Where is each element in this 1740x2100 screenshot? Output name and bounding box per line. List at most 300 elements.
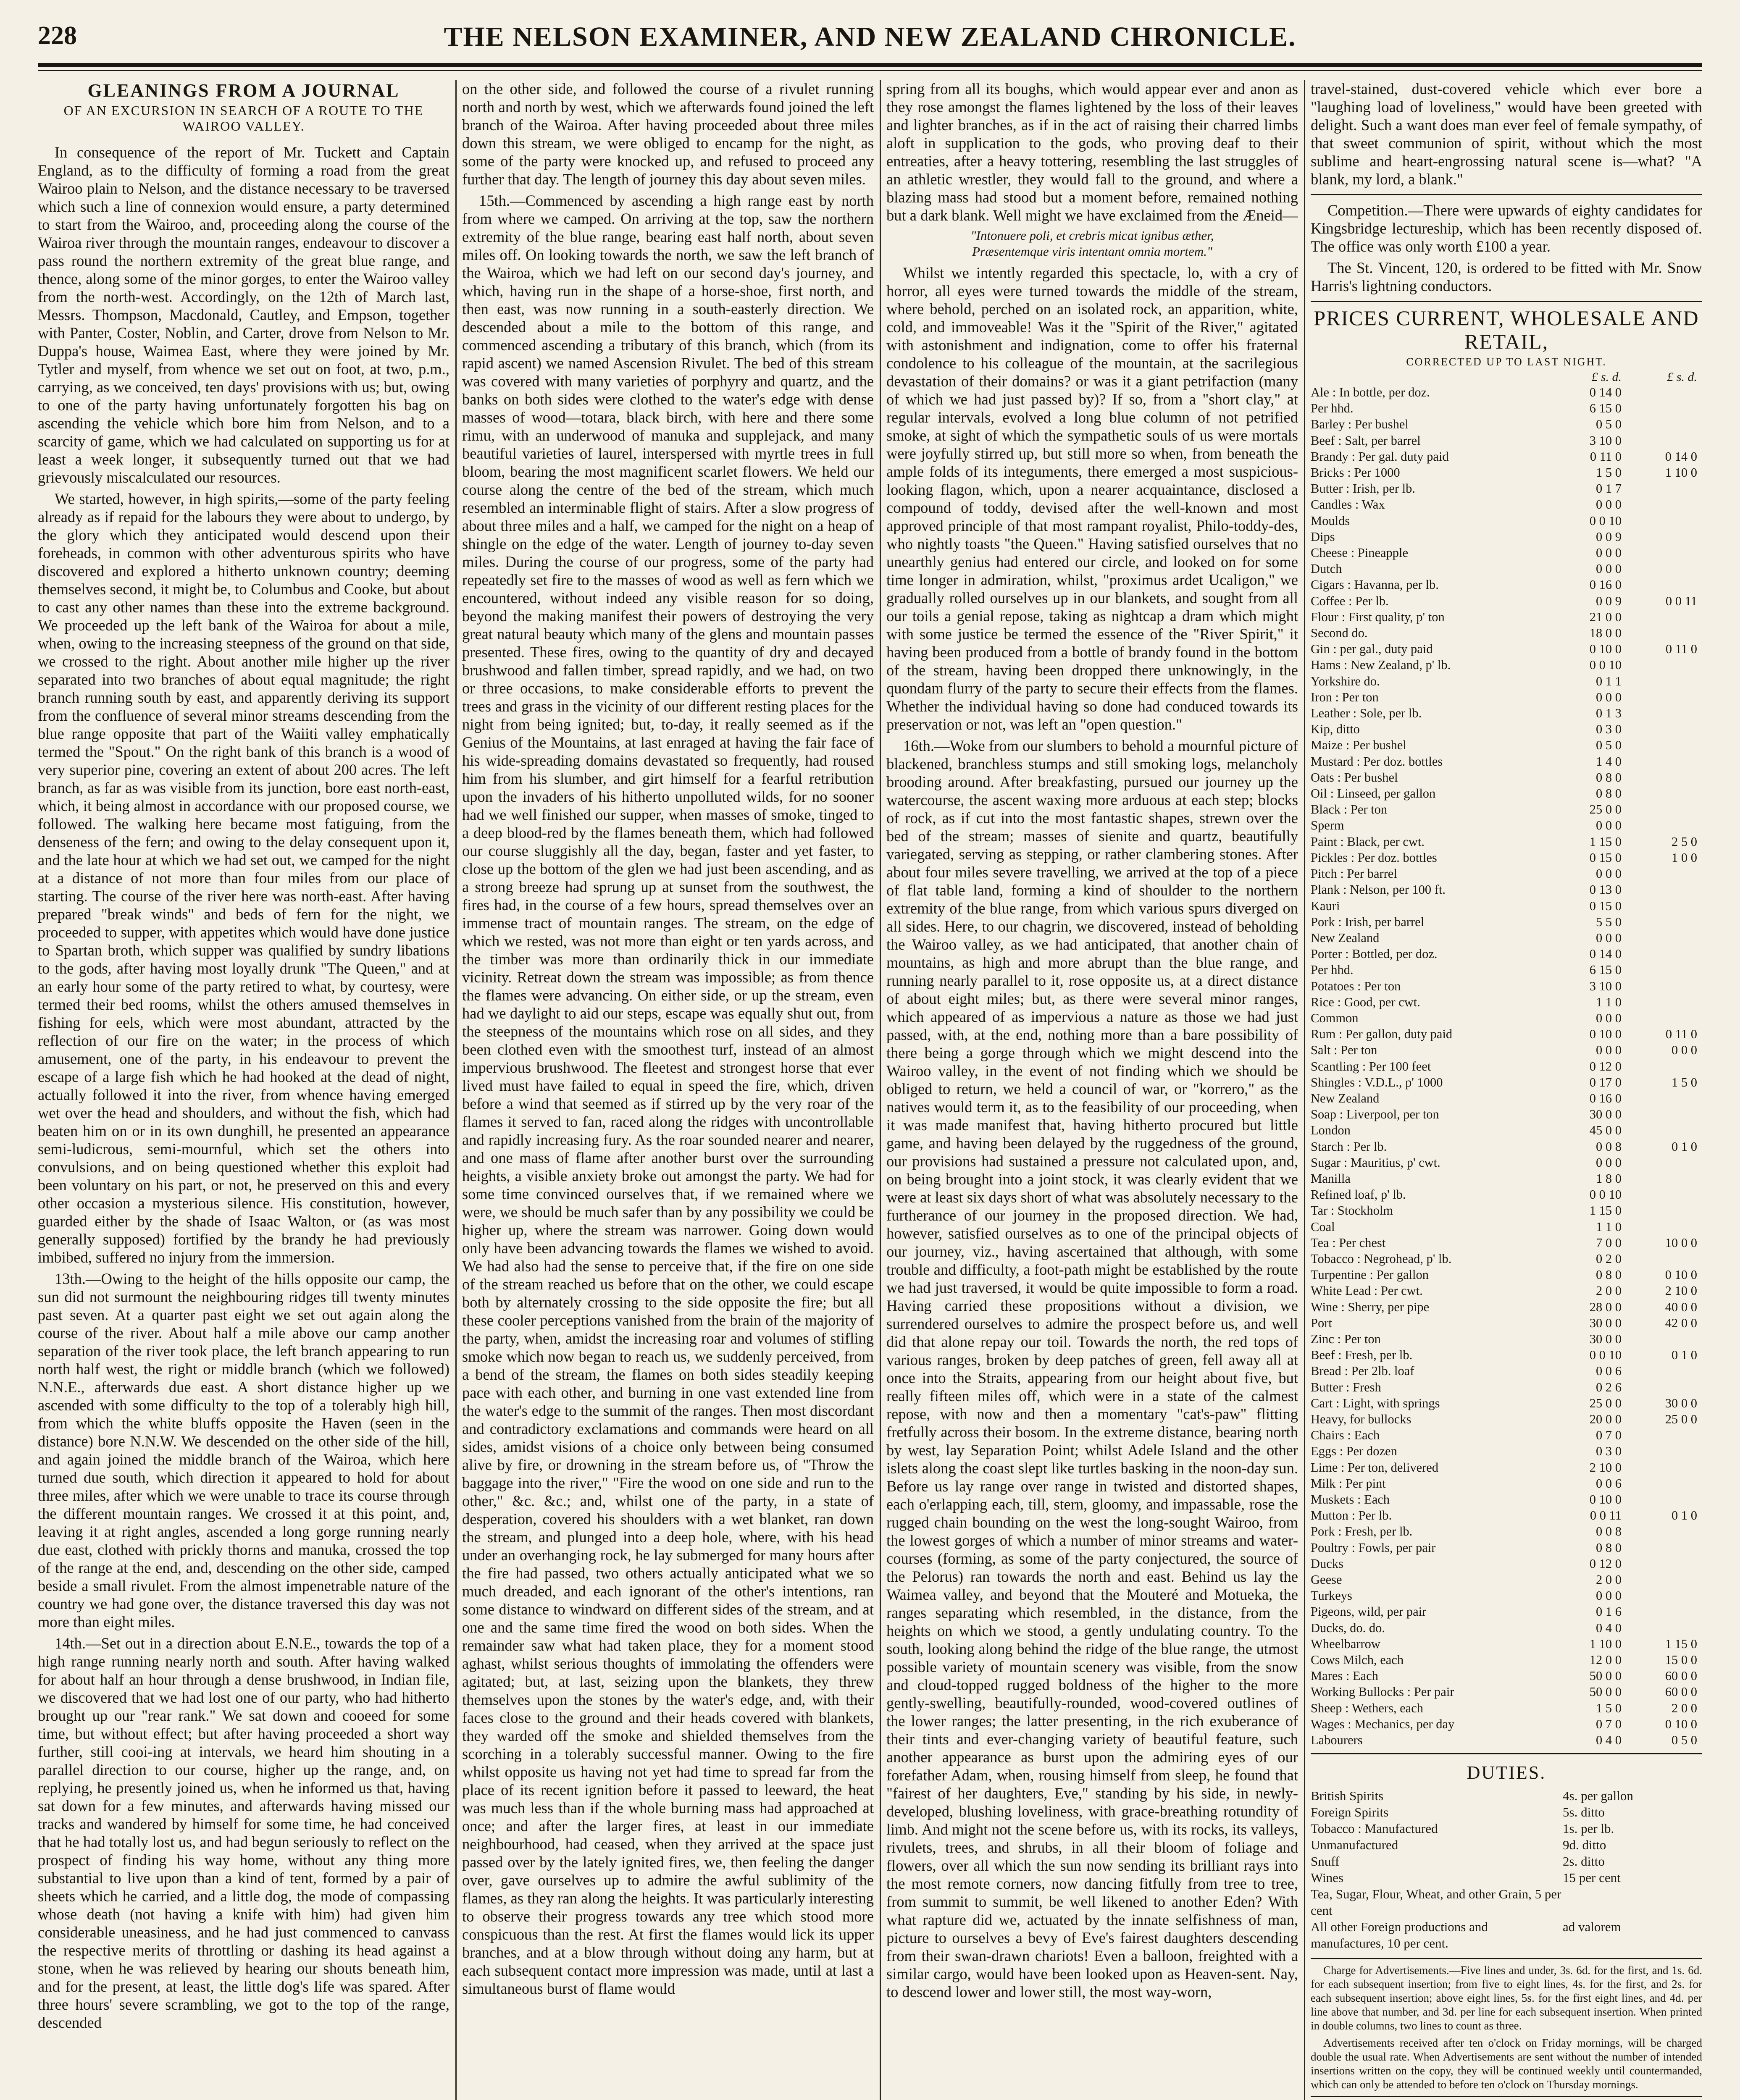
price-row	[1311, 705, 1702, 721]
duty-rate: 4s. per gallon	[1563, 1788, 1633, 1803]
price-item: Dips	[1311, 529, 1335, 544]
price-item: Poultry : Fowls, per pair	[1311, 1540, 1436, 1555]
price-row	[1311, 641, 1702, 657]
price-high	[1622, 769, 1697, 785]
price-item: Oil : Linseed, per gallon	[1311, 786, 1436, 801]
price-item: Tobacco : Negrohead, p' lb.	[1311, 1251, 1452, 1266]
price-row	[1311, 689, 1702, 705]
price-item: Beef : Fresh, per lb.	[1311, 1348, 1413, 1362]
duty-item: British Spirits	[1311, 1788, 1384, 1803]
masthead	[38, 17, 1702, 63]
price-low: 0 5 0	[1596, 417, 1622, 432]
duty-item: Snuff	[1311, 1854, 1340, 1869]
section-rule	[1311, 194, 1702, 195]
latin-quote	[886, 228, 1298, 260]
price-item: Cart : Light, with springs	[1311, 1396, 1440, 1410]
price-row	[1311, 1251, 1702, 1267]
price-item: Potatoes : Per ton	[1311, 979, 1401, 993]
price-low: 0 0 9	[1596, 529, 1622, 544]
advertising-notice	[1311, 1964, 1702, 2092]
column-4	[1311, 80, 1702, 2100]
article-paragraph: 16th.—Woke from our slumbers to behold a mournful picture of blackened, branchless stumps and still smoking logs, melancholy brooding around. After breakfasting, pursued our journey up the watercourse, the ascent waxing more arduous at each step; blocks of rock, as if cut into the most fantastic shapes, strewn over the bed of the stream; masses of sienite and quartz, beautifully variegated, serving as stepping, or rather clambering stones. After about four miles severe travelling, we arrived at the top of a piece of flat table land, forming a kind of shoulder to the northern extremity of the blue range, from which various spurs diverged on all sides. Here, to our chagrin, we discovered, instead of beholding the Wairoo valley, as we had anticipated, that another chain of mountains, as high and more abrupt than the blue range, and running nearly parallel to it, rose opposite us, at a direct distance of about eight miles; but, as there were several minor ranges, which appeared of as impervious a nature as those we had just passed, with, at the end, nothing more than a bare possibility of there being a gorge through which we might descend into the Wairoo valley, in the event of not finding which we should be obliged to return, we held a council of war, or "korrero," as the natives would term it, as to the feasibility of our proceeding, when it was made manifest that, having hitherto procured but little game, and having been delayed by the ruggedness of the ground, our provisions had sustained a pressure not calculated upon, and, on being brought into a joint stock, it was clearly evident that we were at least six days short of what was absolutely necessary to the furtherance of our journey in the proposed direction. We had, however, satisfied ourselves as to one of the principal objects of our journey, viz., having ascertained that although, with some trouble and difficulty, a foot-path might be established by the route we had just traversed, it would be quite impossible to form a road. Having carried these propositions without a division, we surrendered ourselves to admire the prospect before us, and well did that alone repay our toil. Towards the north, the red tops of various ranges, broken by deep patches of green, fell away all at once into the Straits, appearing from our height about five, but really fifteen miles off, which were in a state of the calmest repose, with now and then a momentary "cat's-paw" flitting fretfully across their bosom. In the extreme distance, bearing north by west, lay Separation Point; whilst Adele Island and the other islets along the coast slept like turtles basking in the noon-day sun. Before us lay range over range in twisted and distorted shapes, each o'erlapping each, till, stern, gloomy, and impassable, rose the rugged chain bounding on the west the long-sought Wairoo, from the lowest gorges of which a number of minor streams and water-courses (forming, as some of the party conjectured, the source of the Pelorus) ran towards the north and east. Behind us lay the Waimea valley, and beyond that the Mouteré and Motueka, the ranges separating which resembled, in the distance, from the heights on which we stood, a gently undulating country. To the south, looking along behind the ridge of the blue range, the utmost possible variety of mountain scenery was visible, from the snow and cloud-topped rugged boldness of the higher to the more gently-swelling, beautifully-rounded, wood-covered outlines of the lower ranges; the latter presenting, in the rich exuberance of their tints and ever-changing variety of beautiful feature, such another appearance as burst upon the admiring eyes of our forefather Adam, when, rousing himself from sleep, he found that "fairest of her daughters, Eve," standing by his side, in newly-developed, blushing loveliness, with grace-breathing rotundity of limb. And might not the scene before us, with its rocks, its valleys, rivulets, trees, and shrubs, in all their bloom of foliage and flowers, over all which the sun now sending its brilliant rays into the most remote corners, now dancing fitfully from tree to tree, from summit to summit, be well likened to another Eden? With what rapture did we, actuated by the innate selfishness of man, picture to ourselves a bevy of Eve's fairest daughters descending from their swan-drawn chariots! Even a balloon, freighted with a similar cargo, would have been looked upon as Heaven-sent. Nay, to descend lower and lower still, the most way-worn,	[886, 737, 1298, 2000]
news-item: Competition.—There were upwards of eighty candidates for Kingsbridge lectureship, which has been recently disposed of. The office was only worth £100 a year.	[1311, 202, 1702, 255]
section-rule	[1311, 2096, 1702, 2097]
price-item: Bricks : Per 1000	[1311, 465, 1400, 480]
price-item: Candles : Wax	[1311, 497, 1385, 512]
price-row	[1311, 769, 1702, 785]
price-low: 0 0 0	[1596, 866, 1622, 881]
prices-table	[1311, 384, 1702, 1748]
price-row	[1311, 962, 1702, 978]
price-high	[1622, 1010, 1697, 1026]
price-row	[1311, 1347, 1702, 1363]
duty-rate: ad valorem	[1563, 1919, 1621, 1935]
price-row	[1311, 673, 1702, 689]
duty-row	[1311, 1886, 1702, 1919]
price-low: 12 0 0	[1589, 1653, 1622, 1667]
price-low: 0 0 0	[1596, 818, 1622, 833]
price-low: 0 0 0	[1596, 1043, 1622, 1058]
price-high: 0 1 0	[1672, 1348, 1697, 1362]
price-item: Butter : Fresh	[1311, 1380, 1381, 1394]
duties-table	[1311, 1788, 1702, 1951]
price-low: 0 15 0	[1589, 898, 1622, 913]
price-low: 0 14 0	[1589, 947, 1622, 961]
price-row	[1311, 1139, 1702, 1155]
price-item: Sugar : Mauritius, p' cwt.	[1311, 1155, 1440, 1170]
price-high: 0 14 0	[1665, 449, 1697, 464]
price-high	[1622, 609, 1697, 625]
price-item: Refined loaf, p' lb.	[1311, 1187, 1406, 1202]
price-row	[1311, 1700, 1702, 1716]
price-row	[1311, 577, 1702, 593]
price-high	[1622, 1620, 1697, 1636]
price-high: 0 10 0	[1665, 1717, 1697, 1731]
article-paragraph: Whilst we intently regarded this spectacle, lo, with a cry of horror, all eyes were turned towards the middle of the stream, where behold, perched on an isolated rock, an apparition, white, cold, and immoveable! Was it the "Spirit of the River," agitated with astonishment and indignation, come to offer his fraternal condolence to his colleague of the mountain, at the sacrilegious devastation of their domains? or was it a giant petrifaction (many of which we had just passed by)? If so, from a "short clay," at regular intervals, evolved a long blue column of not petrified smoke, at sight of which the sympathetic souls of us were mortals were joyfully stirred up, but still more so when, from beneath the ample folds of its integuments, there emerged a most suspicious-looking flagon, which, upon a nearer acquaintance, disclosed a compound of toddy, devised after the well-known and most approved principle of that most rampant royalist, Philo-toddy-des, who nightly toasts "the Queen." Having satisfied ourselves that no unearthly genius had entered our circle, and looked on for some time longer in admiration, whilst, "proximus ardet Ucaligon," we gradually rolled ourselves up in our blankets, and sought from all our toils a genial repose, taking as nightcap a dram which might with some justice be termed the essence of the "River Spirit," it having been produced from a bottle of brandy found in the bottom of the stream, having been dropped there unknowingly, in the quondam flurry of the party to secure their effects from the flames. Whether the individual having so done had conduced towards its preservation or not, was left an "open question."	[886, 264, 1298, 733]
price-high	[1622, 914, 1697, 930]
duty-row	[1311, 1820, 1702, 1837]
price-low: 1 1 0	[1596, 995, 1622, 1009]
price-low: 7 0 0	[1596, 1235, 1622, 1250]
price-item: Scantling : Per 100 feet	[1311, 1059, 1431, 1074]
price-low: 0 7 0	[1596, 1428, 1622, 1443]
price-low: 1 1 0	[1596, 1219, 1622, 1234]
price-item: White Lead : Per cwt.	[1311, 1284, 1423, 1298]
price-low: 0 0 0	[1596, 546, 1622, 560]
price-low: 0 15 0	[1589, 850, 1622, 865]
price-low: 0 8 0	[1596, 770, 1622, 785]
prices-header-col: £ s. d.	[1667, 370, 1697, 384]
price-row	[1311, 1090, 1702, 1106]
price-item: Mustard : Per doz. bottles	[1311, 754, 1443, 769]
price-row	[1311, 1331, 1702, 1347]
price-low: 0 1 7	[1596, 481, 1622, 496]
price-row	[1311, 1556, 1702, 1572]
price-row	[1311, 1106, 1702, 1122]
price-item: Tea : Per chest	[1311, 1235, 1386, 1250]
price-row	[1311, 1460, 1702, 1475]
price-item: Mutton : Per lb.	[1311, 1508, 1392, 1523]
article-subtitle: OF AN EXCURSION IN SEARCH OF A ROUTE TO THE WAIROO VALLEY.	[63, 103, 424, 134]
notice-paragraph: Advertisements received after ten o'clock on Friday mornings, will be charged double the usual rate. When Advertisements are sent without the number of intended insertions written on the copy, they will be continued weekly until countermanded, which can only be attended to before ten o'clock on Thursday mornings.	[1311, 2037, 1702, 2091]
price-high: 1 5 0	[1672, 1075, 1697, 1089]
price-high	[1622, 1460, 1697, 1475]
column-1	[38, 80, 449, 2100]
price-row	[1311, 1074, 1702, 1090]
price-item: Dutch	[1311, 562, 1342, 576]
price-low: 0 0 8	[1596, 1139, 1622, 1154]
price-row	[1311, 882, 1702, 898]
price-row	[1311, 1122, 1702, 1138]
price-row	[1311, 1716, 1702, 1732]
price-item: Wheelbarrow	[1311, 1636, 1380, 1651]
prices-header	[1311, 370, 1702, 384]
price-row	[1311, 994, 1702, 1010]
price-item: Brandy : Per gal. duty paid	[1311, 449, 1449, 464]
price-item: Per hhd.	[1311, 963, 1354, 977]
news-item: The St. Vincent, 120, is ordered to be fitted with Mr. Snow Harris's lightning conductors.	[1311, 259, 1702, 294]
price-row	[1311, 416, 1702, 432]
price-row	[1311, 449, 1702, 465]
price-row	[1311, 561, 1702, 577]
price-low: 1 10 0	[1589, 1636, 1622, 1651]
price-item: Common	[1311, 1011, 1359, 1025]
section-rule	[1311, 301, 1702, 302]
price-high	[1622, 1171, 1697, 1186]
price-low: 0 14 0	[1589, 385, 1622, 399]
price-low: 0 0 9	[1596, 593, 1622, 608]
price-item: Mares : Each	[1311, 1669, 1378, 1683]
price-row	[1311, 834, 1702, 850]
price-row	[1311, 721, 1702, 737]
price-low: 0 0 0	[1596, 1155, 1622, 1170]
price-high: 1 0 0	[1672, 850, 1697, 865]
price-item: Per hhd.	[1311, 401, 1354, 416]
price-high	[1622, 1058, 1697, 1074]
price-item: Maize : Per bushel	[1311, 738, 1406, 753]
price-high	[1622, 1122, 1697, 1138]
price-row	[1311, 785, 1702, 801]
price-row	[1311, 609, 1702, 625]
price-high	[1622, 1588, 1697, 1604]
price-high: 0 11 0	[1665, 1027, 1697, 1042]
price-low: 0 16 0	[1589, 578, 1622, 592]
price-low: 0 10 0	[1589, 1027, 1622, 1042]
price-item: Flour : First quality, p' ton	[1311, 609, 1445, 624]
price-low: 0 4 0	[1596, 1620, 1622, 1635]
price-row	[1311, 946, 1702, 962]
column-2	[462, 80, 874, 2100]
price-high	[1622, 1427, 1697, 1443]
price-row	[1311, 1427, 1702, 1443]
article-paragraph: We started, however, in high spirits,—some of the party feeling already as if repaid for the labours they were about to undergo, by the glory which they anticipated would descend upon their foreheads, in common with other adventurous spirits who have discovered and explored a hitherto unknown country; deeming themselves second, it might be, to Columbus and Cooke, but about to cast any other names than these into the extreme background. We proceeded up the left bank of the Wairoa for about a mile, when, owing to the increasing steepness of the ground on that side, we crossed to the right. About another mile higher up the river separated into two branches of about equal magnitude; the right branch running south by east, and apparently deriving its support from the confluence of several minor streams descending from the blue range opposite that part of the Waiiti valley emphatically termed the "Spout." On the right bank of this branch is a wood of very superior pine, covering an extent of about 200 acres. The left branch, as far as was visible from its junction, bore east north-east, which, it being almost in accordance with our proposed course, we followed. The walking here became most fatiguing, from the denseness of the fern; and owing to the delay consequent upon it, and the late hour at which we had set out, we camped for the night at a distance of not more than four miles from our place of starting. The course of the river here was north-east. After having prepared "break winds" and beds of fern for the night, we proceeded to supper, with appetites which would have done justice to Spartan broth, which supper was qualified by sundry libations to the gods, after having most loyally drunk "The Queen," and at an early hour some of the party retired to what, by courtesy, were termed their bed rooms, whilst the others amused themselves in fishing for eels, which were most abundant, attracted by the reflection of our fire on the water; in the process of which amusement, one of the party, in his endeavour to prevent the escape of a large fish which he had hooked at the dead of night, actually followed it into the river, from whence having emerged wet over the head and shoulders, and without the fish, which had beaten him on or in its own dunghill, he presented an appearance semi-ludicrous, semi-mournful, which set the others into convulsions, and on being questioned whether this exploit had been voluntary on his part, or not, he preserved on this and every other occasion a mysterious silence. His constitution, however, guarded either by the shade of Isaac Walton, or (as was most generally supposed) fortified by the brandy he had previously imbibed, suffered no injury from the immersion.	[38, 490, 449, 1266]
price-item: Bread : Per 2lb. loaf	[1311, 1364, 1414, 1378]
price-high: 40 0 0	[1665, 1299, 1697, 1314]
price-item: Ducks, do. do.	[1311, 1620, 1385, 1635]
duty-item: Wines	[1311, 1870, 1343, 1885]
price-row	[1311, 1588, 1702, 1604]
price-item: Ale : In bottle, per doz.	[1311, 385, 1430, 399]
price-high	[1622, 561, 1697, 577]
prices-title: PRICES CURRENT, WHOLESALE AND RETAIL,	[1314, 306, 1699, 353]
price-row	[1311, 657, 1702, 673]
price-high	[1622, 1251, 1697, 1267]
price-high: 0 10 0	[1665, 1268, 1697, 1282]
price-item: Butter : Irish, per lb.	[1311, 481, 1416, 496]
price-high	[1622, 1202, 1697, 1218]
price-item: Rice : Good, per cwt.	[1311, 995, 1420, 1009]
prices-header-item	[1311, 370, 1546, 384]
price-high	[1622, 625, 1697, 641]
price-high	[1622, 416, 1697, 432]
price-row	[1311, 1732, 1702, 1748]
duty-row	[1311, 1919, 1702, 1951]
price-item: Milk : Per pint	[1311, 1476, 1386, 1491]
duty-item: Tea, Sugar, Flour, Wheat, and other Grain, 5 per cent	[1311, 1887, 1561, 1918]
price-high: 2 5 0	[1672, 834, 1697, 849]
price-item: Paint : Black, per cwt.	[1311, 834, 1425, 849]
price-row	[1311, 1155, 1702, 1171]
price-item: Kip, ditto	[1311, 722, 1360, 737]
duty-rate: 5s. ditto	[1563, 1805, 1605, 1820]
price-item: Turkeys	[1311, 1588, 1352, 1603]
price-low: 0 4 0	[1596, 1733, 1622, 1748]
price-low: 0 11 0	[1590, 449, 1622, 464]
price-low: 28 0 0	[1589, 1299, 1622, 1314]
price-high	[1622, 577, 1697, 593]
price-high	[1622, 480, 1697, 496]
price-row	[1311, 1443, 1702, 1459]
price-high	[1622, 898, 1697, 914]
price-high	[1622, 1331, 1697, 1347]
price-low: 0 13 0	[1589, 882, 1622, 897]
price-high: 42 0 0	[1665, 1315, 1697, 1330]
price-low: 2 0 0	[1596, 1284, 1622, 1298]
price-row	[1311, 1283, 1702, 1299]
price-high	[1622, 962, 1697, 978]
price-low: 0 16 0	[1589, 1091, 1622, 1105]
price-row	[1311, 1315, 1702, 1331]
price-row	[1311, 1523, 1702, 1539]
price-low: 0 1 1	[1596, 674, 1622, 688]
price-low: 50 0 0	[1589, 1685, 1622, 1699]
price-item: Plank : Nelson, per 100 ft.	[1311, 882, 1446, 897]
duty-row	[1311, 1804, 1702, 1820]
price-high	[1622, 1379, 1697, 1395]
price-row	[1311, 1411, 1702, 1427]
price-item: Moulds	[1311, 513, 1350, 528]
price-low: 0 0 0	[1596, 562, 1622, 576]
price-item: Zinc : Per ton	[1311, 1331, 1381, 1346]
price-high	[1622, 737, 1697, 753]
article-title: GLEANINGS FROM A JOURNAL	[87, 80, 400, 101]
duty-item: Foreign Spirits	[1311, 1805, 1389, 1820]
price-high	[1622, 785, 1697, 801]
price-item: Porter : Bottled, per doz.	[1311, 947, 1438, 961]
price-high	[1622, 753, 1697, 769]
price-low: 6 15 0	[1589, 401, 1622, 416]
price-low: 1 15 0	[1589, 1203, 1622, 1218]
price-item: Ducks	[1311, 1556, 1343, 1571]
price-row	[1311, 1058, 1702, 1074]
price-item: Manilla	[1311, 1171, 1351, 1186]
price-high: 1 15 0	[1665, 1636, 1697, 1651]
price-item: Leather : Sole, per lb.	[1311, 706, 1422, 721]
price-low: 3 10 0	[1589, 979, 1622, 993]
price-item: Gin : per gal., duty paid	[1311, 642, 1433, 656]
price-low: 0 0 0	[1596, 930, 1622, 945]
price-row	[1311, 433, 1702, 449]
price-low: 0 0 10	[1589, 658, 1622, 672]
price-high	[1622, 1219, 1697, 1235]
price-high	[1622, 930, 1697, 946]
duty-rate: 9d. ditto	[1563, 1838, 1606, 1853]
price-row	[1311, 513, 1702, 529]
price-item: Cheese : Pineapple	[1311, 546, 1409, 560]
price-item: Salt : Per ton	[1311, 1043, 1377, 1058]
column-3	[886, 80, 1298, 2100]
prices-header-col: £ s. d.	[1591, 370, 1622, 384]
price-item: Labourers	[1311, 1733, 1363, 1748]
duty-row	[1311, 1853, 1702, 1869]
price-high	[1622, 513, 1697, 529]
price-low: 1 8 0	[1596, 1171, 1622, 1186]
price-row	[1311, 1026, 1702, 1042]
price-item: Port	[1311, 1315, 1332, 1330]
price-low: 0 8 0	[1596, 786, 1622, 801]
price-row	[1311, 1572, 1702, 1588]
price-low: 0 5 0	[1596, 738, 1622, 753]
prices-subtitle: CORRECTED UP TO LAST NIGHT.	[1406, 356, 1607, 368]
price-row	[1311, 1235, 1702, 1251]
price-row	[1311, 1604, 1702, 1620]
price-high	[1622, 545, 1697, 561]
price-low: 0 17 0	[1589, 1075, 1622, 1089]
price-high	[1622, 673, 1697, 689]
price-low: 0 12 0	[1589, 1556, 1622, 1571]
price-row	[1311, 866, 1702, 882]
price-low: 0 3 0	[1596, 1444, 1622, 1459]
price-item: Iron : Per ton	[1311, 690, 1379, 704]
price-low: 0 0 10	[1589, 513, 1622, 528]
price-low: 2 0 0	[1596, 1572, 1622, 1587]
price-low: 45 0 0	[1589, 1123, 1622, 1138]
price-low: 0 2 0	[1596, 1251, 1622, 1266]
price-high	[1622, 1491, 1697, 1507]
price-high	[1622, 1556, 1697, 1572]
price-item: Sperm	[1311, 818, 1344, 833]
price-low: 30 0 0	[1589, 1315, 1622, 1330]
price-item: Working Bullocks : Per pair	[1311, 1685, 1454, 1699]
price-row	[1311, 1299, 1702, 1315]
price-row	[1311, 1042, 1702, 1058]
price-low: 0 2 6	[1596, 1380, 1622, 1394]
price-high	[1622, 1155, 1697, 1171]
price-row	[1311, 1507, 1702, 1523]
price-item: Pitch : Per barrel	[1311, 866, 1397, 881]
price-item: Sheep : Wethers, each	[1311, 1701, 1423, 1715]
price-row	[1311, 1363, 1702, 1379]
price-high	[1622, 529, 1697, 545]
price-high	[1622, 801, 1697, 817]
price-item: Kauri	[1311, 898, 1340, 913]
price-high	[1622, 721, 1697, 737]
price-low: 1 5 0	[1596, 465, 1622, 480]
price-high	[1622, 994, 1697, 1010]
price-row	[1311, 625, 1702, 641]
price-low: 1 5 0	[1596, 1701, 1622, 1715]
price-low: 0 0 11	[1590, 1508, 1622, 1523]
price-low: 0 0 0	[1596, 1011, 1622, 1025]
duties-title: DUTIES.	[1467, 1762, 1546, 1783]
price-high: 25 0 0	[1665, 1412, 1697, 1426]
price-item: Wages : Mechanics, per day	[1311, 1717, 1455, 1731]
price-low: 0 8 0	[1596, 1268, 1622, 1282]
duty-item: All other Foreign productions and manufactures, 10 per cent.	[1311, 1919, 1488, 1951]
price-item: Turpentine : Per gallon	[1311, 1268, 1429, 1282]
price-low: 0 0 0	[1596, 1588, 1622, 1603]
duty-item: Tobacco : Manufactured	[1311, 1821, 1438, 1836]
price-high	[1622, 1443, 1697, 1459]
price-high: 0 1 0	[1672, 1508, 1697, 1523]
price-item: Black : Per ton	[1311, 802, 1388, 817]
price-row	[1311, 1636, 1702, 1652]
price-high	[1622, 1090, 1697, 1106]
price-high: 1 10 0	[1665, 465, 1697, 480]
price-row	[1311, 545, 1702, 561]
column-divider	[1304, 80, 1305, 2100]
duty-row	[1311, 1837, 1702, 1853]
price-low: 0 10 0	[1589, 1492, 1622, 1507]
price-high	[1622, 433, 1697, 449]
price-high	[1622, 400, 1697, 416]
page-number: 228	[38, 21, 77, 50]
price-low: 0 0 10	[1589, 1348, 1622, 1362]
price-low: 0 12 0	[1589, 1059, 1622, 1074]
price-row	[1311, 1684, 1702, 1700]
price-low: 0 10 0	[1589, 642, 1622, 656]
price-row	[1311, 898, 1702, 914]
price-row	[1311, 384, 1702, 400]
price-high: 0 0 11	[1665, 593, 1697, 608]
price-item: New Zealand	[1311, 930, 1380, 945]
price-row	[1311, 593, 1702, 609]
price-row	[1311, 850, 1702, 866]
price-row	[1311, 1267, 1702, 1283]
price-low: 21 0 0	[1589, 609, 1622, 624]
price-row	[1311, 978, 1702, 994]
price-item: Oats : Per bushel	[1311, 770, 1398, 785]
price-item: Beef : Salt, per barrel	[1311, 433, 1421, 448]
price-item: Muskets : Each	[1311, 1492, 1390, 1507]
price-row	[1311, 930, 1702, 946]
price-low: 0 1 3	[1596, 706, 1622, 721]
price-item: Lime : Per ton, delivered	[1311, 1460, 1439, 1475]
price-item: New Zealand	[1311, 1091, 1380, 1105]
price-row	[1311, 1620, 1702, 1636]
price-item: Hams : New Zealand, p' lb.	[1311, 658, 1451, 672]
price-high: 10 0 0	[1665, 1235, 1697, 1250]
article-paragraph: 14th.—Set out in a direction about E.N.E., towards the top of a high range running nearly north and south. After having walked for about half an hour through a dense brushwood, in Indian file, we discovered that we had lost one of our party, who had hitherto brought up our "rear rank." We sat down and cooeed for some time, but without effect; but after having proceeded a short way further, still cooi-ing at intervals, we heard him shouting in a parallel direction to our course, higher up the range, and, on replying, he presently joined us, when he informed us that, having sat down for a few minutes, and afterwards having missed our tracks and wandered by himself for some time, he had conceived that he had totally lost us, and had begun seriously to reflect on the prospect of finding his way home, without any thing more substantial to live upon than a kind of tent, formed by a pair of sheets which he carried, and a little dog, the mode of compassing whose death (not having a knife with him) had given him considerable uneasiness, and he had just commenced to canvass the respective merits of throttling or dashing its head against a stone, when he was relieved by hearing our shouts beneath him, and for the present, at least, the little dog's life was spared. After three hours' severe scrambling, we got to the top of the range, descended	[38, 1635, 449, 2031]
price-high	[1622, 1475, 1697, 1491]
duty-rate: 2s. ditto	[1563, 1854, 1605, 1869]
price-item: Pigeons, wild, per pair	[1311, 1604, 1427, 1619]
price-item: Second do.	[1311, 626, 1368, 640]
price-low: 50 0 0	[1589, 1669, 1622, 1683]
price-item: Coffee : Per lb.	[1311, 593, 1389, 608]
price-high: 0 0 0	[1672, 1043, 1697, 1058]
quote-line: Præsentemque viris intentant omnia mortem."	[972, 244, 1212, 259]
